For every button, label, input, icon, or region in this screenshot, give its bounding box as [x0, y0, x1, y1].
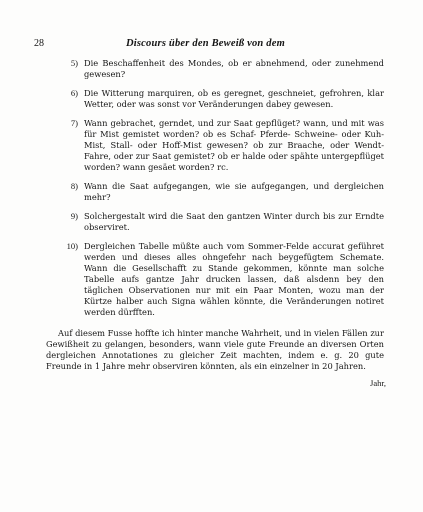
item-text: Solchergestalt wird die Saat den gantzen Winter durch bis zur Erndte observiret. [84, 211, 384, 232]
running-head: Discours über den Beweiß von dem [126, 38, 285, 49]
body-paragraph: Auf diesem Fusse hoffte ich hinter manche Wahrheit, und in vielen Fällen zur Gewißheit zu gelangen, besonders, wann viele gute Freunde an diversen Orten dergleichen Annotationes zu gleicher Zeit machten, indem e. g. 20 gute Freunde in 1 Jahre mehr observiren könnten, als ein einzelner in 20 Jahren. [46, 328, 384, 371]
item-number: 6) [70, 88, 78, 98]
list-item [34, 181, 390, 203]
page-header [34, 38, 390, 52]
catchword: Jahr, [370, 378, 386, 388]
item-number: 5) [70, 58, 78, 68]
page-text-block [34, 38, 390, 478]
item-number: 7) [70, 118, 78, 128]
list-item [34, 58, 390, 80]
list-item [34, 211, 390, 233]
list-item [34, 118, 390, 173]
page-number: 28 [34, 38, 44, 49]
list-item [34, 241, 390, 318]
item-text: Dergleichen Tabelle müßte auch vom Sommer-Felde accurat geführet werden und dieses alles ohngefehr nach beygefügtem Schemate. Wann die Gesellschafft zu Stande gekommen, könnte man solche Tabelle aufs gantze Jahr drucken lassen, daß alsdenn bey den täglichen Observationen nur mit ein Paar Monten, wozu man der Kürtze halber auch Signa wählen könnte, die Veränderungen notiret werden dürfften. [84, 241, 384, 317]
item-number: 8) [70, 181, 78, 191]
item-text: Die Beschaffenheit des Mondes, ob er abnehmend, oder zunehmend gewesen? [84, 58, 384, 79]
item-text: Wann gebrachet, gerndet, und zur Saat gepflüget? wann, und mit was für Mist gemistet worden? ob es Schaf- Pferde- Schweine- oder Kuh-Mist, Stall- oder Hoff-Mist gewesen? ob zur Braache, oder Wendt-Fahre, oder zur Saat gemistet? ob er halde oder spähte untergepflüget worden? wann gesäet worden? rc. [84, 118, 384, 172]
item-text: Wann die Saat aufgegangen, wie sie aufgegangen, und dergleichen mehr? [84, 181, 384, 202]
item-text: Die Witterung marquiren, ob es geregnet, geschneiet, gefrohren, klar Wetter, oder was sonst vor Veränderungen dabey gewesen. [84, 88, 384, 109]
item-number: 10) [66, 241, 78, 251]
list-item [34, 88, 390, 110]
item-number: 9) [70, 211, 78, 221]
